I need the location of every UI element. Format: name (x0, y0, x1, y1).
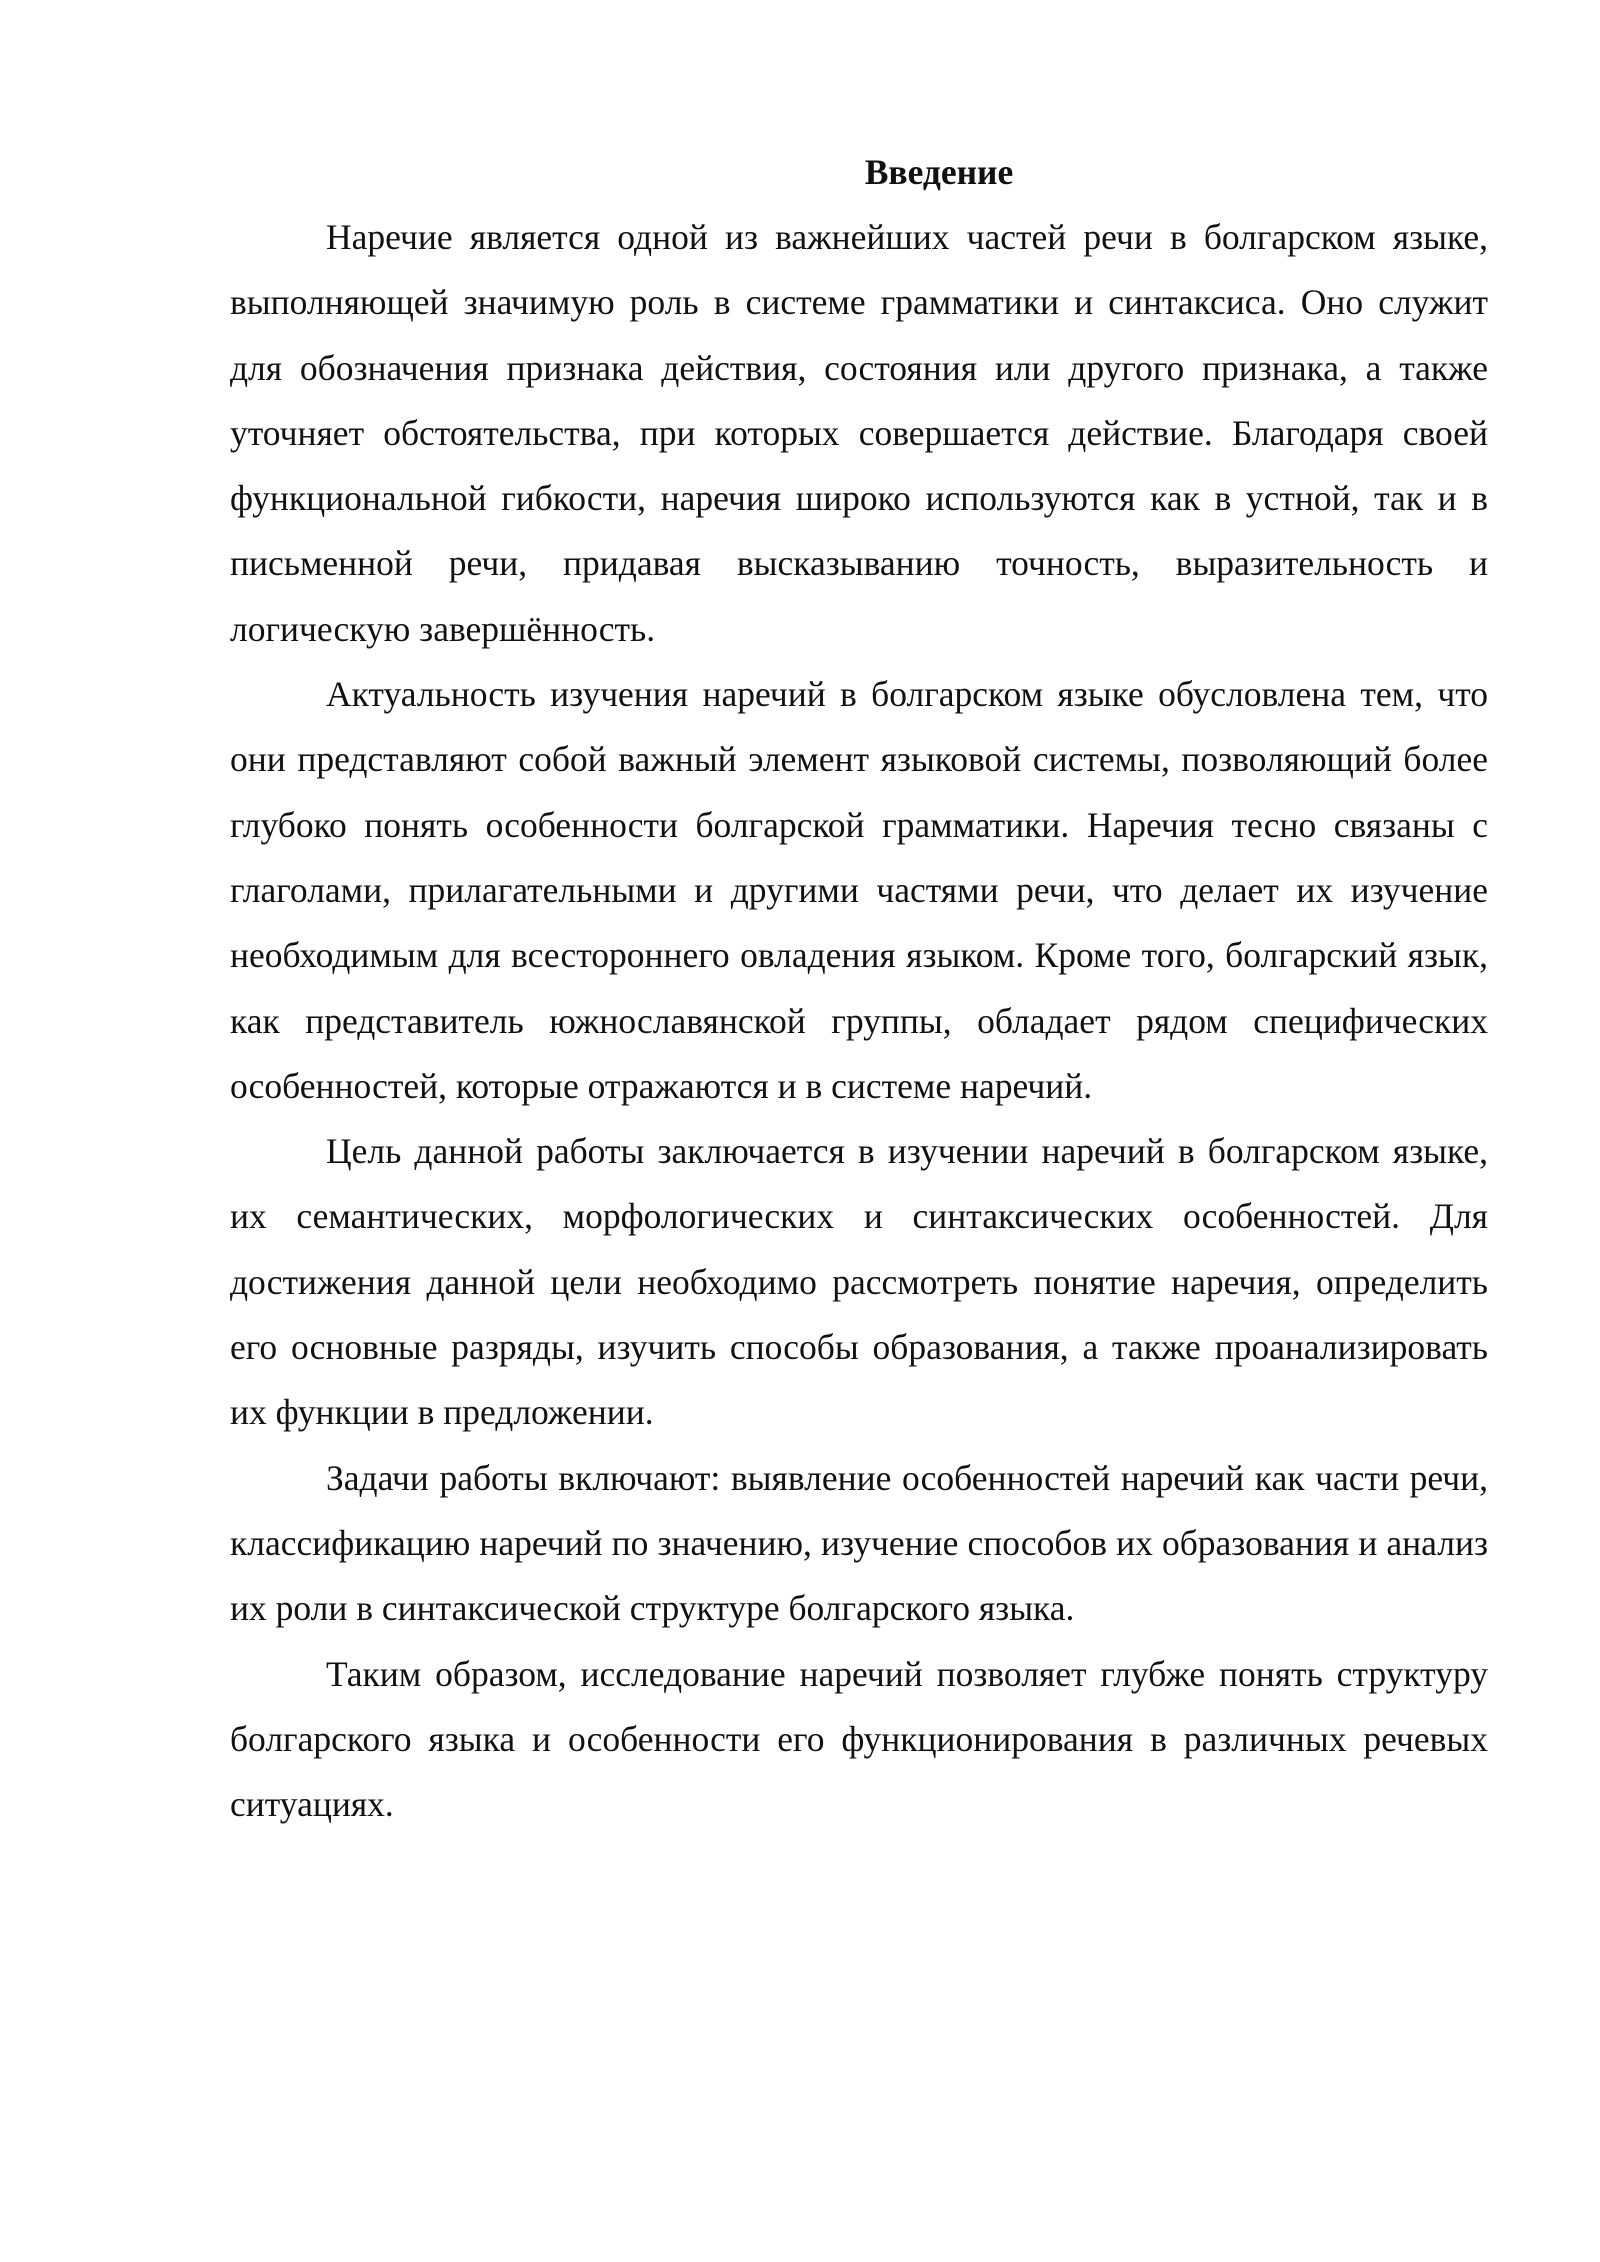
document-page (230, 140, 1488, 1837)
paragraph-conclusion: Таким образом, исследование наречий позволяет глубже понять структуру болгарского языка и особенности его функционирования в различных речевых ситуациях. (230, 1653, 1488, 1825)
page-title: Введение (864, 152, 1014, 192)
paragraph-tasks: Задачи работы включают: выявление особенностей наречий как части речи, классификацию наречий по значению, изучение способов их образования и анализ их роли в синтаксической структуре болгарского языка. (230, 1457, 1488, 1629)
paragraph-introduction: Наречие является одной из важнейших частей речи в болгарском языке, выполняющей значимую роль в системе грамматики и синтаксиса. Оно служит для обозначения признака действия, состояния или другого признака, а также уточняет обстоятельства, при которых совершается действие. Благодаря своей функциональной гибкости, наречия широко используются как в устной, так и в письменной речи, придавая высказыванию точность, выразительность и логическую завершённость. (230, 217, 1488, 649)
paragraph-relevance: Актуальность изучения наречий в болгарском языке обусловлена тем, что они представляют собой важный элемент языковой системы, позволяющий более глубоко понять особенности болгарской грамматики. Наречия тесно связаны с глаголами, прилагательными и другими частями речи, что делает их изучение необходимым для всестороннего овладения языком. Кроме того, болгарский язык, как представитель южнославянской группы, обладает рядом специфических особенностей, которые отражаются и в системе наречий. (230, 674, 1488, 1106)
paragraph-goal: Цель данной работы заключается в изучении наречий в болгарском языке, их семантических, морфологических и синтаксических особенностей. Для достижения данной цели необходимо рассмотреть понятие наречия, определить его основные разряды, изучить способы образования, а также проанализировать их функции в предложении. (230, 1131, 1488, 1433)
